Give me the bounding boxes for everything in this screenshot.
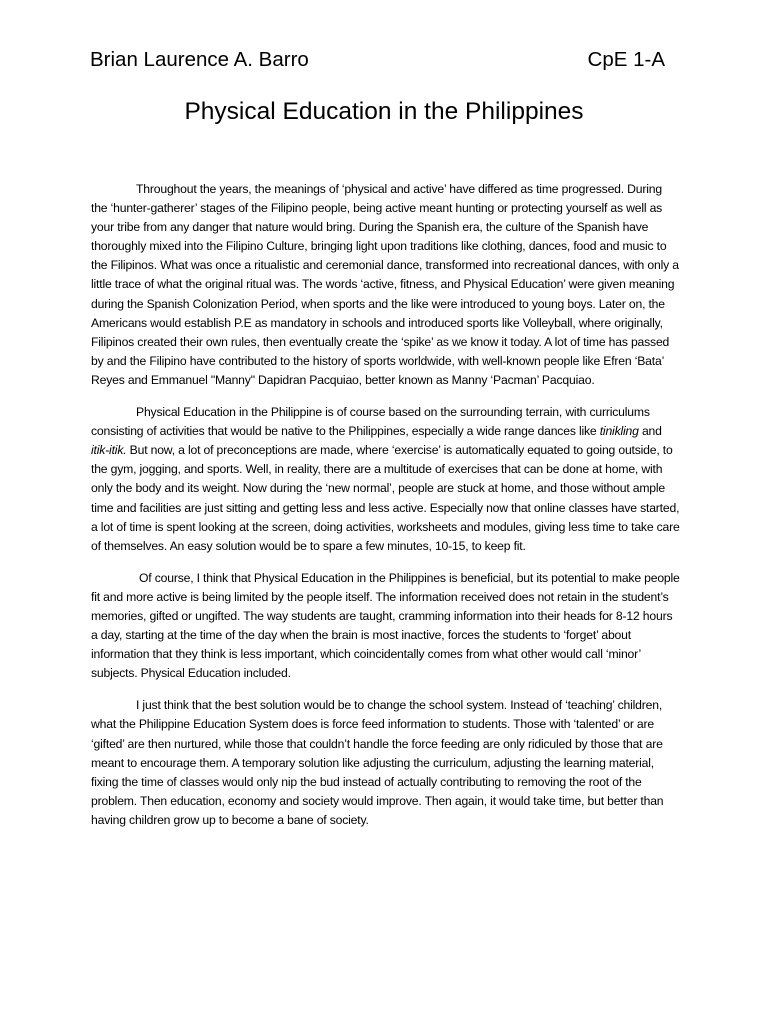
paragraph-2-text-c: But now, a lot of preconceptions are made, where ‘exercise’ is automatically equated to going outside, to the gym, jogging, and sports. Well, in reality, there are a multitude of exercises that can be done at home, with only the body and its weight. Now during the ‘new normal’, people are stuck at home, and those without ample time and facilities are just sitting and getting less and less active. Especially now that online classes have started, a lot of time is spent looking at the screen, doing activities, worksheets and modules, giving less time to take care of themselves. An easy solution would be to spare a few minutes, 10-15, to keep fit. bbox=[91, 443, 680, 553]
italic-term-itik-itik: itik-itik. bbox=[91, 443, 127, 458]
paragraph-2-text-b: and bbox=[638, 424, 662, 439]
paragraph-4: I just think that the best solution would be to change the school system. Instead of ‘teaching’ children, what the Philippine Education System does is force feed information to students. Those with ‘talented’ or are ‘gifted’ are then nurtured, while those that couldn’t handle the force feeding are only ridiculed by those that are meant to encourage them. A temporary solution like adjusting the curriculum, adjusting the learning material, fixing the time of classes would only nip the bud instead of actually contributing to removing the root of the problem. Then education, economy and society would improve. Then again, it would take time, but better than having children grow up to become a bane of society. bbox=[91, 698, 664, 827]
paragraph-1: Throughout the years, the meanings of ‘physical and active’ have differed as time progressed. During the ‘hunter-gatherer’ stages of the Filipino people, being active meant hunting or protecting yourself as well as your tribe from any danger that nature would bring. During the Spanish era, the culture of the Spanish have thoroughly mixed into the Filipino Culture, bringing light upon traditions like clothing, dances, food and music to the Filipinos. What was once a ritualistic and ceremonial dance, transformed into recreational dances, with only a little trace of what the original ritual was. The words ‘active, fitness, and Physical Education’ were given meaning during the Spanish Colonization Period, when sports and the like were introduced to young boys. Later on, the Americans would establish P.E as mandatory in schools and introduced sports like Volleyball, where originally, Filipinos created their own rules, then eventually create the ‘spike’ as we know it today. A lot of time has passed by and the Filipino have contributed to the history of sports worldwide, with well-known people like Efren ‘Bata’ Reyes and Emmanuel "Manny" Dapidran Pacquiao, better known as Manny ‘Pacman’ Pacquiao. bbox=[91, 182, 679, 387]
paragraph-2 bbox=[91, 403, 681, 556]
paragraph-3: Of course, I think that Physical Education in the Philippines is beneficial, but its potential to make people fit and more active is being limited by the people itself. The information received does not retain in the student’s memories, gifted or ungifted. The way students are taught, cramming information into their heads for 8-12 hours a day, starting at the time of the day when the brain is most inactive, forces the students to ‘forget’ about information that they think is less important, which coincidentally comes from what other would call ‘minor’ subjects. Physical Education included. bbox=[91, 570, 680, 681]
paragraph-2-text-a: Physical Education in the Philippine is of course based on the surrounding terrain, with curriculums consisting of activities that would be native to the Philippines, especially a wide range dances like bbox=[91, 405, 650, 439]
document-header bbox=[90, 48, 665, 76]
document-title: Physical Education in the Philippines bbox=[184, 98, 584, 125]
document-body bbox=[91, 180, 681, 843]
class-section: CpE 1-A bbox=[587, 48, 665, 71]
author-name: Brian Laurence A. Barro bbox=[90, 48, 309, 71]
italic-term-tinikling: tinikling bbox=[599, 424, 639, 439]
